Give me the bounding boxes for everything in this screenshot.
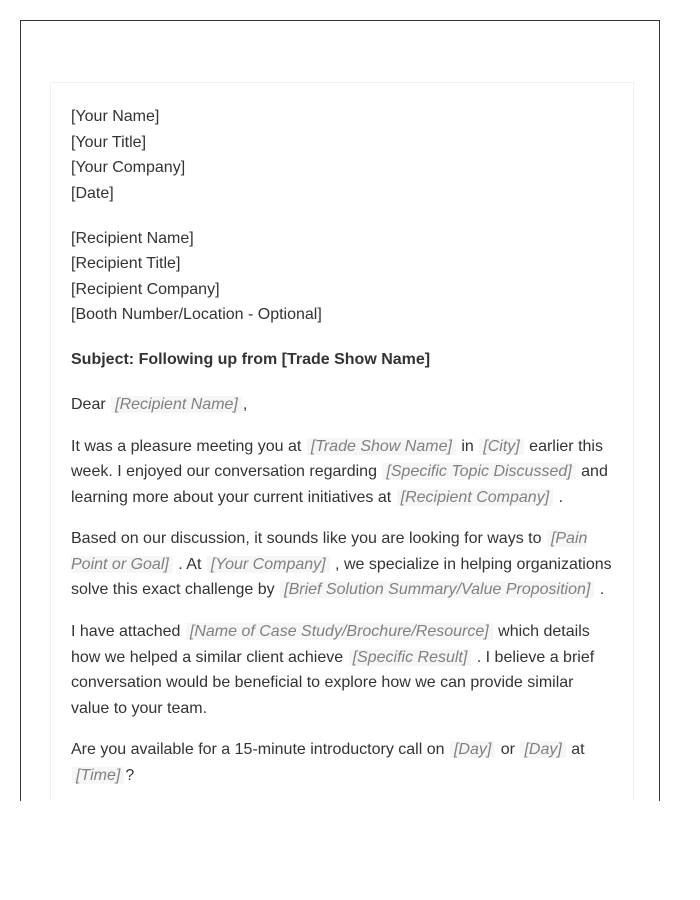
recipient-company: [Recipient Company] xyxy=(71,280,220,298)
sender-block xyxy=(71,104,613,206)
placeholder-recipient-company: [Recipient Company] xyxy=(397,489,554,506)
placeholder-specific-result: [Specific Result] xyxy=(349,649,472,666)
placeholder-solution-summary: [Brief Solution Summary/Value Proposition] xyxy=(280,581,594,598)
placeholder-city: [City] xyxy=(479,438,523,455)
para2-text-3: , we specialize in helping organizations solve this exact challenge by xyxy=(71,555,612,599)
para4-text-2: or xyxy=(500,741,516,759)
recipient-title: [Recipient Title] xyxy=(71,255,181,273)
sender-name: [Your Name] xyxy=(71,108,160,125)
salutation-word: Dear xyxy=(71,395,106,413)
para1-text-2: in xyxy=(461,437,474,455)
paragraph-discussion xyxy=(71,526,613,603)
para4-text-3: at xyxy=(571,741,585,759)
recipient-block xyxy=(71,226,613,328)
placeholder-topic: [Specific Topic Discussed] xyxy=(382,463,575,480)
para3-text-2: which details how we helped a similar client achieve xyxy=(71,623,590,666)
recipient-booth: [Booth Number/Location - Optional] xyxy=(71,306,322,324)
recipient-name: [Recipient Name] xyxy=(71,229,194,247)
para2-text-2: . At xyxy=(178,555,202,573)
salutation-comma: , xyxy=(242,395,248,413)
placeholder-pain-point: [Pain Point or Goal] xyxy=(71,530,588,573)
paragraph-meeting xyxy=(71,434,613,511)
para3-text-3: . I believe a brief conversation would be beneficial to explore how we can provide similar value to your team. xyxy=(71,648,595,717)
para2-text-1: Based on our discussion, it sounds like you are looking for ways to xyxy=(71,530,542,548)
subject-line: Subject: Following up from [Trade Show Name] xyxy=(71,351,431,369)
placeholder-trade-show: [Trade Show Name] xyxy=(307,438,456,455)
para3-text-1: I have attached xyxy=(71,623,181,641)
placeholder-recipient-name: [Recipient Name] xyxy=(111,396,242,413)
sender-title: [Your Title] xyxy=(71,133,147,151)
para1-text-1: It was a pleasure meeting you at xyxy=(71,437,302,455)
para1-text-3: earlier this week. I enjoyed our conversation regarding xyxy=(71,437,603,481)
document-page xyxy=(20,20,660,801)
paragraph-call-request xyxy=(71,737,613,788)
letter-body xyxy=(50,82,634,801)
para1-text-4: and learning more about your current initiatives at xyxy=(71,463,608,506)
salutation xyxy=(71,392,613,418)
sender-company: [Your Company] xyxy=(71,159,186,177)
paragraph-attachment xyxy=(71,619,613,721)
para2-text-4: . xyxy=(599,581,605,599)
letter-date: [Date] xyxy=(71,184,114,202)
placeholder-resource-name: [Name of Case Study/Brochure/Resource] xyxy=(186,623,493,640)
placeholder-time: [Time] xyxy=(72,767,124,784)
para1-text-5: . xyxy=(558,488,564,506)
para4-text-1: Are you available for a 15-minute introductory call on xyxy=(71,741,445,759)
letter-content xyxy=(71,104,613,801)
placeholder-your-company: [Your Company] xyxy=(207,556,330,573)
placeholder-day-2: [Day] xyxy=(520,741,565,758)
placeholder-day-1: [Day] xyxy=(450,741,495,758)
para4-text-4: ? xyxy=(125,767,135,785)
